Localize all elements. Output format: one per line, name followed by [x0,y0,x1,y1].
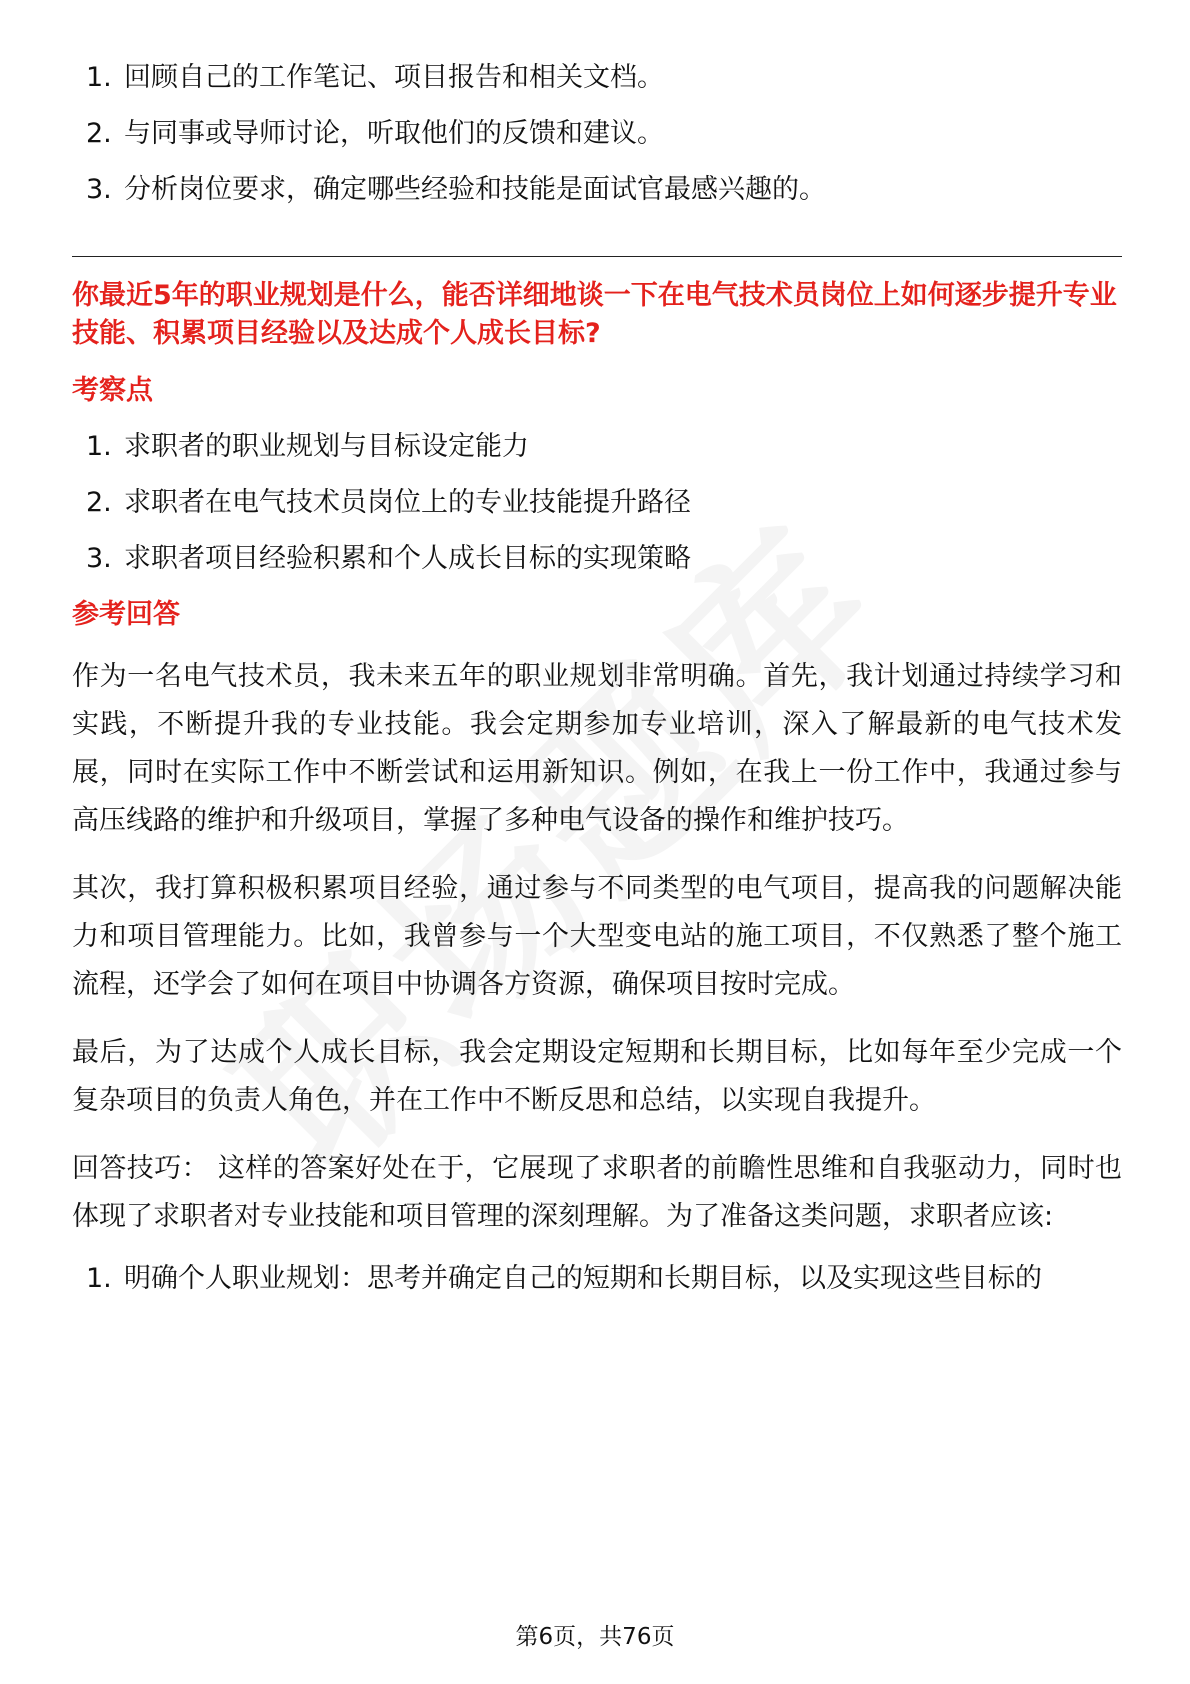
bottom-numbered-list [72,1261,1122,1297]
list-number: 1. [86,62,112,93]
list-item-text: 回顾自己的工作笔记、项目报告和相关文档。 [124,62,664,93]
list-item [72,116,1122,152]
list-item [72,429,1122,465]
answer-tips-paragraph: 回答技巧： 这样的答案好处在于，它展现了求职者的前瞻性思维和自我驱动力，同时也体现了求职者对专业技能和项目管理的深刻理解。为了准备这类问题，求职者应该: [72,1153,1122,1232]
list-number: 3. [86,543,112,574]
list-item-text: 分析岗位要求，确定哪些经验和技能是面试官最感兴趣的。 [124,174,826,205]
list-number: 1. [86,431,112,462]
list-item-text: 与同事或导师讨论，听取他们的反馈和建议。 [124,118,664,149]
list-number: 1. [86,1263,112,1294]
section-divider [72,256,1122,257]
list-number: 2. [86,118,112,149]
list-item [72,485,1122,521]
answer-paragraph: 最后，为了达成个人成长目标，我会定期设定短期和长期目标，比如每年至少完成一个复杂项目的负责人角色，并在工作中不断反思和总结，以实现自我提升。 [72,1037,1122,1116]
list-item [72,541,1122,577]
top-numbered-list [72,60,1122,208]
list-item-text: 求职者的职业规划与目标设定能力 [124,431,529,462]
list-item-text: 明确个人职业规划：思考并确定自己的短期和长期目标，以及实现这些目标的 [124,1263,1042,1294]
exam-points-list [72,429,1122,577]
list-item-text: 求职者在电气技术员岗位上的专业技能提升路径 [124,487,691,518]
list-item [72,1261,1122,1297]
answer-paragraph: 其次，我打算积极积累项目经验，通过参与不同类型的电气项目，提高我的问题解决能力和项目管理能力。比如，我曾参与一个大型变电站的施工项目，不仅熟悉了整个施工流程，还学会了如何在项目中协调各方资源，确保项目按时完成。 [72,873,1122,1000]
list-item-text: 求职者项目经验积累和个人成长目标的实现策略 [124,543,691,574]
list-item [72,60,1122,96]
exam-points-title: 考察点 [72,375,153,406]
page-content [72,60,1122,1317]
list-item [72,172,1122,208]
question-heading: 你最近5年的职业规划是什么，能否详细地谈一下在电气技术员岗位上如何逐步提升专业技能、积累项目经验以及达成个人成长目标? [72,280,1117,349]
list-number: 2. [86,487,112,518]
answer-paragraph: 作为一名电气技术员，我未来五年的职业规划非常明确。首先，我计划通过持续学习和实践，不断提升我的专业技能。我会定期参加专业培训，深入了解最新的电气技术发展，同时在实际工作中不断尝试和运用新知识。例如，在我上一份工作中，我通过参与高压线路的维护和升级项目，掌握了多种电气设备的操作和维护技巧。 [72,661,1122,836]
list-number: 3. [86,174,112,205]
reference-answer-title: 参考回答 [72,599,180,630]
page-footer: 第6页，共76页 [515,1624,675,1650]
